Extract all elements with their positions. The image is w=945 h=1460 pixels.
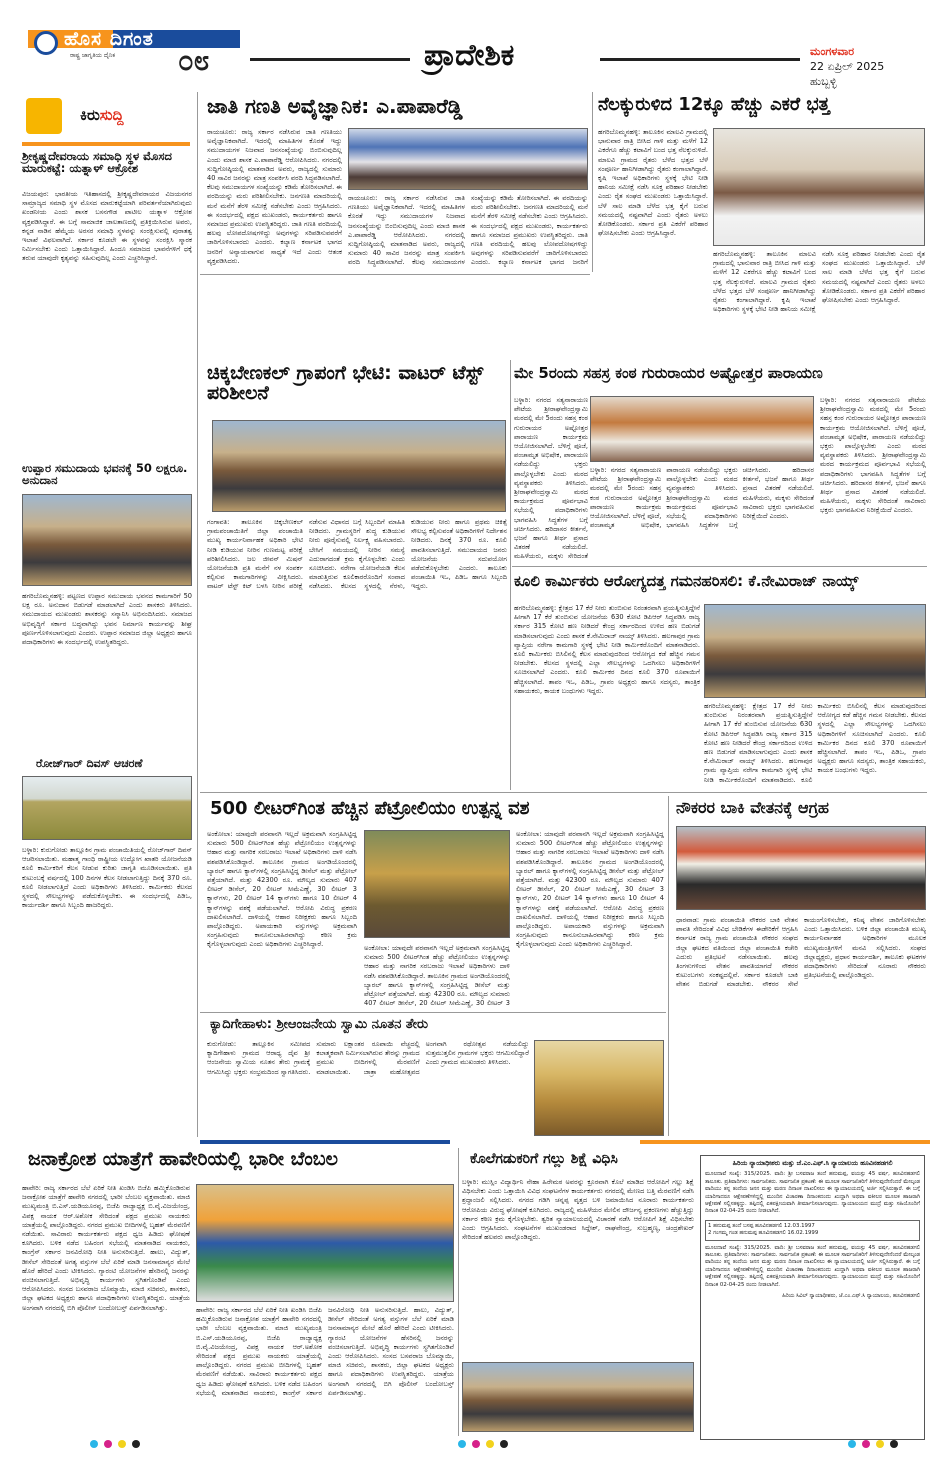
- legal-notice: [700, 1155, 925, 1440]
- story9-body-cont: ಹಾವೇರಿ: ರಾಜ್ಯ ಸರ್ಕಾರದ ಬೆಲೆ ಏರಿಕೆ ನೀತಿ ಖಂಡಿಸಿ ಬಿಜೆಪಿ ಹಮ್ಮಿಕೊಂಡಿರುವ ಜನಾಕ್ರೋಶ ಯಾತ್ರೆಗೆ ಹಾವೇರಿ ನಗರದಲ್ಲಿ ಭಾರೀ ಬೆಂಬಲ ವ್ಯಕ್ತವಾಯಿತು. ಮಾಜಿ ಮುಖ್ಯಮಂತ್ರಿ ಬಿ.ಎಸ್.ಯಡಿಯೂರಪ್ಪ, ಬಿಜೆಪಿ ರಾಜ್ಯಾಧ್ಯಕ್ಷ ಬಿ.ವೈ.ವಿಜಯೇಂದ್ರ, ವಿಪಕ್ಷ ನಾಯಕ ಆರ್.ಅಶೋಕ ಸೇರಿದಂತೆ ಪಕ್ಷದ ಪ್ರಮುಖ ನಾಯಕರು ಯಾತ್ರೆಯಲ್ಲಿ ಪಾಲ್ಗೊಂಡಿದ್ದರು. ನಗರದ ಪ್ರಮುಖ ಬೀದಿಗಳಲ್ಲಿ ಬೃಹತ್ ಮೆರವಣಿಗೆ ನಡೆಯಿತು. ಸಾವಿರಾರು ಕಾರ್ಯಕರ್ತರು ಪಕ್ಷದ ಧ್ವಜ ಹಿಡಿದು ಘೋಷಣೆ ಕೂಗಿದರು. ಬಳಿಕ ನಡೆದ ಬಹಿರಂಗ ಸಭೆಯಲ್ಲಿ ಮಾತನಾಡಿದ ನಾಯಕರು, ಕಾಂಗ್ರೆಸ್ ಸರ್ಕಾರ ಜನವಿರೋಧಿ ನೀತಿ ಅನುಸರಿಸುತ್ತಿದೆ. ಹಾಲು, ವಿದ್ಯುತ್, ಡೀಸೆಲ್ ಸೇರಿದಂತೆ ಅಗತ್ಯ ವಸ್ತುಗಳ ಬೆಲೆ ಏರಿಕೆ ಮಾಡಿ ಜನಸಾಮಾನ್ಯರ ಮೇಲೆ ಹೊರೆ ಹೇರಿದೆ ಎಂದು ಟೀಕಿಸಿದರು. ಗ್ಯಾರಂಟಿ ಯೋಜನೆಗಳ ಹೆಸರಿನಲ್ಲಿ ಜನರನ್ನು ವಂಚಿಸಲಾಗುತ್ತಿದೆ. ಅಭಿವೃದ್ಧಿ ಕಾರ್ಯಗಳು ಸ್ಥಗಿತಗೊಂಡಿವೆ ಎಂದು ಆರೋಪಿಸಿದರು. ಸಂಸದ ಬಸವರಾಜ ಬೊಮ್ಮಾಯಿ, ಮಾಜಿ ಸಚಿವರು, ಶಾಸಕರು, ಜಿಲ್ಲಾ ಘಟಕದ ಅಧ್ಯಕ್ಷರು ಹಾಗೂ ಪದಾಧಿಕಾರಿಗಳು ಉಪಸ್ಥಿತರಿದ್ದರು. ಯಾತ್ರೆಯ ಅಂಗವಾಗಿ ನಗರದಲ್ಲಿ ಬಿಗಿ ಪೊಲೀಸ್ ಬಂದೋಬಸ್ತ್ ಏರ್ಪಡಿಸಲಾಗಿತ್ತು.: [196, 1306, 454, 1397]
- left-headline-2[interactable]: ಉಪ್ಪಾರ ಸಮುದಾಯ ಭವನಕ್ಕೆ 50 ಲಕ್ಷರೂ. ಅನುದಾನ: [22, 461, 188, 488]
- print-registration-marks-right: [848, 1440, 898, 1448]
- left-body-3: ಬಳ್ಳಾರಿ: ಕುರುಗೋಡು ತಾಲ್ಲೂಕಿನ ಗ್ರಾಮ ಪಂಚಾಯಿತಿಯಲ್ಲಿ ರೋಜ್‌ಗಾರ್ ದಿವಸ್ ಆಚರಿಸಲಾಯಿತು. ಮಹಾತ್ಮ ಗಾಂಧಿ ರಾಷ್ಟ್ರೀಯ ಉದ್ಯೋಗ ಖಾತರಿ ಯೋಜನೆಯಡಿ ಕೂಲಿ ಕಾರ್ಮಿಕರಿಗೆ ಕೆಲಸ ನೀಡುವ ಕುರಿತು ಜಾಗೃತಿ ಮೂಡಿಸಲಾಯಿತು. ಪ್ರತಿ ಕುಟುಂಬಕ್ಕೆ ವರ್ಷದಲ್ಲಿ 100 ದಿನಗಳ ಕೆಲಸ ನೀಡಲಾಗುತ್ತಿದ್ದು ದಿನಕ್ಕೆ 370 ರೂ. ಕೂಲಿ ನೀಡಲಾಗುತ್ತಿದೆ ಎಂದು ಅಧಿಕಾರಿಗಳು ತಿಳಿಸಿದರು. ಕಾರ್ಮಿಕರು ಕೆಲಸದ ಸ್ಥಳದಲ್ಲಿ ಸೌಲಭ್ಯಗಳನ್ನು ಪಡೆದುಕೊಳ್ಳಬೇಕು. ಈ ಸಂದರ್ಭದಲ್ಲಿ ಪಿಡಿಒ, ಕಾರ್ಯದರ್ಶಿ ಹಾಗೂ ಸಿಬ್ಬಂದಿ ಹಾಜರಿದ್ದರು.: [22, 846, 192, 910]
- day-label: ಮಂಗಳವಾರ: [810, 45, 855, 58]
- kirusuddi-label: ಕಿರುಸುದ್ದಿ: [22, 96, 190, 136]
- notice-body: ಮೂಲದಾವೆ ಸಂಖ್ಯೆ: 315/2025. ವಾದಿ: ಶ್ರೀ ಬಸವರಾಜ ತಂದೆ ಹನುಮಪ್ಪ, ವಯಸ್ಸು 45 ವರ್ಷ, ಹೂವಿನಹಡಗಲಿ ತಾಲೂಕು. ಪ್ರತಿವಾದಿಗಳು: ಸಾರ್ವಜನಿಕರು. ಸಾರ್ವಜನಿಕ ಪ್ರಕಟಣೆ: ಈ ಮೂಲಕ ಸಾರ್ವಜನಿಕರಿಗೆ ತಿಳಿಸುವುದೇನೆಂದರೆ ಮೇಲ್ಕಂಡ ವಾದಿಯು ತನ್ನ ತಂದೆಯ ಜನನ ಮತ್ತು ಮರಣ ದಿನಾಂಕ ದಾಖಲಿಸಲು ಈ ನ್ಯಾಯಾಲಯದಲ್ಲಿ ಅರ್ಜಿ ಸಲ್ಲಿಸಿರುತ್ತಾರೆ. ಈ ಬಗ್ಗೆ ಯಾರಿಗಾದರೂ ಆಕ್ಷೇಪಣೆಗಳಿದ್ದಲ್ಲಿ ಮುಂದಿನ ವಿಚಾರಣಾ ದಿನಾಂಕದಂದು ಖುದ್ದಾಗಿ ಅಥವಾ ವಕೀಲರ ಮೂಲಕ ಹಾಜರಾಗಿ ಆಕ್ಷೇಪಣೆ ಸಲ್ಲಿಸತಕ್ಕದ್ದು. ತಪ್ಪಿದಲ್ಲಿ ಏಕಪಕ್ಷೀಯವಾಗಿ ತೀರ್ಮಾನಿಸಲಾಗುವುದು. ನ್ಯಾಯಾಲಯದ ಮುದ್ರೆ ಮತ್ತು ಸಹಿಯೊಂದಿಗೆ ದಿನಾಂಕ 02-04-25 ರಂದು ನೀಡಲಾಗಿದೆ.: [705, 1171, 920, 1215]
- story4-body-cont: ಬಳ್ಳಾರಿ: ನಗರದ ಸತ್ಯನಾರಾಯಣ ಪೇಟೆಯ ಶ್ರೀರಾಘವೇಂದ್ರಸ್ವಾಮಿ ಮಠದಲ್ಲಿ ಮೇ 5ರಂದು ಸಹಸ್ರ ಕಂಠ ಗುರುರಾಯರ ಅಷ್ಟೋತ್ತರ ಪಾರಾಯಣ ಕಾರ್ಯಕ್ರಮ ಆಯೋಜಿಸಲಾಗಿದೆ. ಬೆಳಿಗ್ಗೆ ಪೂಜೆ, ಪಂಚಾಮೃತ ಅಭಿಷೇಕ, ಪಾರಾಯಣ ನಡೆಯಲಿದ್ದು ಭಕ್ತರು ಪಾಲ್ಗೊಳ್ಳಬೇಕು ಎಂದು ಮಠದ ವ್ಯವಸ್ಥಾಪಕರು ತಿಳಿಸಿದರು. ಶ್ರೀರಾಘವೇಂದ್ರಸ್ವಾಮಿ ಮಠದ ಕಾರ್ಯಕ್ರಮದ ಪೂರ್ವಭಾವಿ ಸಭೆಯಲ್ಲಿ ಪದಾಧಿಕಾರಿಗಳು ಭಾಗವಹಿಸಿ ಸಿದ್ಧತೆಗಳ ಬಗ್ಗೆ ಚರ್ಚಿಸಿದರು. ಹರಿದಾಸರ ಕೀರ್ತನೆ, ಭಜನೆ ಹಾಗೂ ತೀರ್ಥ ಪ್ರಸಾದ ವಿತರಣೆ ನಡೆಯಲಿದೆ. ಮಹಿಳೆಯರು, ಮಕ್ಕಳು ಸೇರಿದಂತೆ ಸಾವಿರಾರು ಭಕ್ತರು ಭಾಗವಹಿಸುವ ನಿರೀಕ್ಷೆಯಿದೆ ಎಂದರು.: [590, 466, 814, 530]
- city-label: ಹುಬ್ಬಳ್ಳಿ: [810, 75, 837, 88]
- story4-headline[interactable]: ಮೇ 5ರಂದು ಸಹಸ್ರ ಕಂಠ ಗುರುರಾಯರ ಅಷ್ಟೋತ್ತರ ಪಾರಾಯಣ: [514, 364, 823, 382]
- story9-headline[interactable]: ಜನಾಕ್ರೋಶ ಯಾತ್ರೆಗೆ ಹಾವೇರಿಯಲ್ಲಿ ಭಾರೀ ಬೆಂಬಲ: [28, 1148, 338, 1170]
- story5-body: ಹಗರಿಬೊಮ್ಮನಹಳ್ಳಿ: ಕ್ಷೇತ್ರದ 17 ಕೆರೆ ನೀರು ತುಂಬಿಸುವ ನಿರಂತರವಾಗಿ ಪ್ರಯತ್ನಿಸುತ್ತಿದ್ದೇನೆ ಹೀಗಾಗಿ 17 ಕೆರೆ ತುಂಬಿಸುವ ಯೋಜನೆಯ 630 ಕೋಟಿ ಡಿಪಿಆರ್ ಸಿದ್ಧಪಡಿಸಿ ರಾಜ್ಯ ಸರ್ಕಾರ 315 ಕೋಟಿ ಹಣ ನೀಡಿದರೆ ಕೇಂದ್ರ ಸರ್ಕಾರದಿಂದ ಉಳಿದ ಹಣ ಬಿಡುಗಡೆ ಮಾಡಿಸಲಾಗುವುದು ಎಂದು ಶಾಸಕ ಕೆ.ನೇಮಿರಾಜ್ ನಾಯ್ಕ್ ತಿಳಿಸಿದರು. ಹಲಗಾಪುರ ಗ್ರಾಮ ವ್ಯಾಪ್ತಿಯ ನರೇಗಾ ಕಾಮಗಾರಿ ಸ್ಥಳಕ್ಕೆ ಭೇಟಿ ನೀಡಿ ಕಾರ್ಮಿಕರೊಂದಿಗೆ ಮಾತನಾಡಿದರು. ಕೂಲಿ ಕಾರ್ಮಿಕರು ಬಿಸಿಲಿನಲ್ಲಿ ಕೆಲಸ ಮಾಡುವುದರಿಂದ ಆರೋಗ್ಯದ ಕಡೆ ಹೆಚ್ಚಿನ ಗಮನ ನೀಡಬೇಕು. ಕೆಲಸದ ಸ್ಥಳದಲ್ಲಿ ಎಲ್ಲಾ ಸೌಲಭ್ಯಗಳನ್ನು ಒದಗಿಸಲು ಅಧಿಕಾರಿಗಳಿಗೆ ಸೂಚಿಸಲಾಗಿದೆ ಎಂದರು. ಕೂಲಿ ಕಾರ್ಮಿಕರ ದಿನದ ಕೂಲಿ 370 ರೂಪಾಯಿಗೆ ಹೆಚ್ಚಿಸಲಾಗಿದೆ. ತಾಪಂ ಇಒ, ಪಿಡಿಒ, ಗ್ರಾಪಂ ಅಧ್ಯಕ್ಷರು ಹಾಗೂ ಸದಸ್ಯರು, ತಾಂತ್ರಿಕ ಸಹಾಯಕರು, ಕಾಯಕ ಬಂಧುಗಳು ಇದ್ದರು.: [514, 604, 700, 695]
- page-number: ೦೮: [178, 44, 210, 77]
- story7-headline[interactable]: ನೌಕರರ ಬಾಕಿ ವೇತನಕ್ಕೆ ಆಗ್ರಹ: [676, 798, 829, 817]
- notice-row-2: 2 ಗಂಗಮ್ಮ ಗಂಡ ಹನುಮಪ್ಪ ಹೂವಿನಹಡಗಲಿ 16.02.1999: [708, 1230, 819, 1237]
- story4-body-side: ಬಳ್ಳಾರಿ: ನಗರದ ಸತ್ಯನಾರಾಯಣ ಪೇಟೆಯ ಶ್ರೀರಾಘವೇಂದ್ರಸ್ವಾಮಿ ಮಠದಲ್ಲಿ ಮೇ 5ರಂದು ಸಹಸ್ರ ಕಂಠ ಗುರುರಾಯರ ಅಷ್ಟೋತ್ತರ ಪಾರಾಯಣ ಕಾರ್ಯಕ್ರಮ ಆಯೋಜಿಸಲಾಗಿದೆ. ಬೆಳಿಗ್ಗೆ ಪೂಜೆ, ಪಂಚಾಮೃತ ಅಭಿಷೇಕ, ಪಾರಾಯಣ ನಡೆಯಲಿದ್ದು ಭಕ್ತರು ಪಾಲ್ಗೊಳ್ಳಬೇಕು ಎಂದು ಮಠದ ವ್ಯವಸ್ಥಾಪಕರು ತಿಳಿಸಿದರು. ಶ್ರೀರಾಘವೇಂದ್ರಸ್ವಾಮಿ ಮಠದ ಕಾರ್ಯಕ್ರಮದ ಪೂರ್ವಭಾವಿ ಸಭೆಯಲ್ಲಿ ಪದಾಧಿಕಾರಿಗಳು ಭಾಗವಹಿಸಿ ಸಿದ್ಧತೆಗಳ ಬಗ್ಗೆ ಚರ್ಚಿಸಿದರು. ಹರಿದಾಸರ ಕೀರ್ತನೆ, ಭಜನೆ ಹಾಗೂ ತೀರ್ಥ ಪ್ರಸಾದ ವಿತರಣೆ ನಡೆಯಲಿದೆ. ಮಹಿಳೆಯರು, ಮಕ್ಕಳು ಸೇರಿದಂತೆ ಸಾವಿರಾರು ಭಕ್ತರು ಭಾಗವಹಿಸುವ ನಿರೀಕ್ಷೆಯಿದೆ ಎಂದರು.: [820, 396, 926, 515]
- notice-body-2: ಮೂಲದಾವೆ ಸಂಖ್ಯೆ: 315/2025. ವಾದಿ: ಶ್ರೀ ಬಸವರಾಜ ತಂದೆ ಹನುಮಪ್ಪ, ವಯಸ್ಸು 45 ವರ್ಷ, ಹೂವಿನಹಡಗಲಿ ತಾಲೂಕು. ಪ್ರತಿವಾದಿಗಳು: ಸಾರ್ವಜನಿಕರು. ಸಾರ್ವಜನಿಕ ಪ್ರಕಟಣೆ: ಈ ಮೂಲಕ ಸಾರ್ವಜನಿಕರಿಗೆ ತಿಳಿಸುವುದೇನೆಂದರೆ ಮೇಲ್ಕಂಡ ವಾದಿಯು ತನ್ನ ತಂದೆಯ ಜನನ ಮತ್ತು ಮರಣ ದಿನಾಂಕ ದಾಖಲಿಸಲು ಈ ನ್ಯಾಯಾಲಯದಲ್ಲಿ ಅರ್ಜಿ ಸಲ್ಲಿಸಿರುತ್ತಾರೆ. ಈ ಬಗ್ಗೆ ಯಾರಿಗಾದರೂ ಆಕ್ಷೇಪಣೆಗಳಿದ್ದಲ್ಲಿ ಮುಂದಿನ ವಿಚಾರಣಾ ದಿನಾಂಕದಂದು ಖುದ್ದಾಗಿ ಅಥವಾ ವಕೀಲರ ಮೂಲಕ ಹಾಜರಾಗಿ ಆಕ್ಷೇಪಣೆ ಸಲ್ಲಿಸತಕ್ಕದ್ದು. ತಪ್ಪಿದಲ್ಲಿ ಏಕಪಕ್ಷೀಯವಾಗಿ ತೀರ್ಮಾನಿಸಲಾಗುವುದು. ನ್ಯಾಯಾಲಯದ ಮುದ್ರೆ ಮತ್ತು ಸಹಿಯೊಂದಿಗೆ ದಿನಾಂಕ 02-04-25 ರಂದು ನೀಡಲಾಗಿದೆ.: [705, 1244, 920, 1288]
- hand-pointing-icon: [26, 98, 62, 134]
- story6-body: ಅಂಕೋಲಾ: ಯಾವುದೇ ಪರವಾನಗಿ ಇಲ್ಲದೆ ಅಕ್ರಮವಾಗಿ ಸಂಗ್ರಹಿಸಿಟ್ಟಿದ್ದ ಸುಮಾರು 500 ಲೀಟರ್‌ಗಿಂತ ಹೆಚ್ಚು ಪೆಟ್ರೋಲಿಯಂ ಉತ್ಪನ್ನಗಳನ್ನು ಆಹಾರ ಮತ್ತು ನಾಗರಿಕ ಸರಬರಾಜು ಇಲಾಖೆ ಅಧಿಕಾರಿಗಳು ದಾಳಿ ನಡೆಸಿ ವಶಪಡಿಸಿಕೊಂಡಿದ್ದಾರೆ. ತಾಲೂಕಿನ ಗ್ರಾಮದ ಅಂಗಡಿಯೊಂದರಲ್ಲಿ ಬ್ಯಾರಲ್ ಹಾಗೂ ಕ್ಯಾನ್‌ಗಳಲ್ಲಿ ಸಂಗ್ರಹಿಸಿಟ್ಟಿದ್ದ ಡೀಸೆಲ್ ಮತ್ತು ಪೆಟ್ರೋಲ್ ಪತ್ತೆಯಾಗಿದೆ. ಮತ್ತು 42300 ರೂ. ಮೌಲ್ಯದ ಸುಮಾರು 407 ಲೀಟರ್ ಡೀಸೆಲ್, 20 ಲೀಟರ್ ಸೀಮೆಎಣ್ಣೆ, 30 ಲೀಟರ್ 3 ಕ್ಯಾನ್‌ಗಳು, 20 ಲೀಟರ್ 14 ಕ್ಯಾನ್‌ಗಳು ಹಾಗೂ 10 ಲೀಟರ್ 4 ಕ್ಯಾನ್‌ಗಳನ್ನು ವಶಕ್ಕೆ ಪಡೆಯಲಾಗಿದೆ. ಆರೋಪಿ ವಿರುದ್ಧ ಪ್ರಕರಣ ದಾಖಲಿಸಲಾಗಿದೆ. ದಾಳಿಯಲ್ಲಿ ಆಹಾರ ನಿರೀಕ್ಷಕರು ಹಾಗೂ ಸಿಬ್ಬಂದಿ ಪಾಲ್ಗೊಂಡಿದ್ದರು. ಅಪಾಯಕಾರಿ ವಸ್ತುಗಳನ್ನು ಅಕ್ರಮವಾಗಿ ಸಂಗ್ರಹಿಸುವುದು ಕಾನೂನುಬಾಹಿರವಾಗಿದ್ದು ಕಠಿಣ ಕ್ರಮ ಕೈಗೊಳ್ಳಲಾಗುವುದು ಎಂದು ಅಧಿಕಾರಿಗಳು ಎಚ್ಚರಿಸಿದ್ದಾರೆ.: [207, 830, 357, 949]
- story6-headline[interactable]: 500 ಲೀಟರ್‌ಗಿಂತ ಹೆಚ್ಚಿನ ಪೆಟ್ರೋಲಿಯಂ ಉತ್ಪನ್ನ ವಶ: [210, 798, 530, 819]
- brand-tagline: ರಾಷ್ಟ್ರ ಜಾಗೃತಿಯ ದೈನಿಕ: [70, 52, 116, 59]
- photo-employees-protest: [676, 826, 926, 910]
- left-headline-3[interactable]: ರೋಜ್‌ಗಾರ್ ದಿವಸ್ ಆಚರಣೆ: [36, 757, 143, 770]
- story2-headline[interactable]: ನೆಲಕ್ಕುರುಳಿದ 12ಕ್ಕೂ ಹೆಚ್ಚು ಎಕರೆ ಭತ್ತ: [598, 94, 830, 115]
- photo-press-meet: [348, 128, 588, 190]
- print-registration-marks-center: [458, 1440, 508, 1448]
- story1-body-cont: ರಾಯಚೂರು: ರಾಜ್ಯ ಸರ್ಕಾರ ನಡೆಸಿರುವ ಜಾತಿ ಗಣತಿಯು ಅವೈಜ್ಞಾನಿಕವಾಗಿದೆ. ಇದರಲ್ಲಿ ಮಾಹಿತಿಗಳ ಕೊರತೆ ಇದ್ದು ಸಮುದಾಯಗಳ ನಿಜವಾದ ಜನಸಂಖ್ಯೆಯನ್ನು ಬಿಂಬಿಸುವುದಿಲ್ಲ ಎಂದು ಮಾಜಿ ಶಾಸಕ ಎ.ಪಾಪಾರೆಡ್ಡಿ ಆರೋಪಿಸಿದರು. ನಗರದಲ್ಲಿ ಸುದ್ದಿಗೋಷ್ಠಿಯಲ್ಲಿ ಮಾತನಾಡಿದ ಅವರು, ರಾಜ್ಯದಲ್ಲಿ ಸುಮಾರು 40 ಸಾವಿರ ಜನರನ್ನು ಮಾತ್ರ ಸಂಪರ್ಕಿಸಿ ವರದಿ ಸಿದ್ಧಪಡಿಸಲಾಗಿದೆ. ಕೆಲವು ಸಮುದಾಯಗಳ ಸಂಖ್ಯೆಯನ್ನು ಕಡಿಮೆ ತೋರಿಸಲಾಗಿದೆ. ಈ ವರದಿಯನ್ನು ಮರು ಪರಿಶೀಲಿಸಬೇಕು. ಜನಗಣತಿ ಮಾದರಿಯಲ್ಲಿ ಮನೆ ಮನೆಗೆ ತೆರಳಿ ಸಮೀಕ್ಷೆ ನಡೆಸಬೇಕು ಎಂದು ಆಗ್ರಹಿಸಿದರು. ಈ ಸಂದರ್ಭದಲ್ಲಿ ಪಕ್ಷದ ಮುಖಂಡರು, ಕಾರ್ಯಕರ್ತರು ಹಾಗೂ ಸಮಾಜದ ಪ್ರಮುಖರು ಉಪಸ್ಥಿತರಿದ್ದರು. ಜಾತಿ ಗಣತಿ ವರದಿಯಲ್ಲಿ ಹಲವು ಲೋಪದೋಷಗಳಿದ್ದು ಅವುಗಳನ್ನು ಸರಿಪಡಿಸುವವರೆಗೆ ಜಾರಿಗೊಳಿಸಬಾರದು ಎಂದರು. ಕಲ್ಯಾಣ ಕರ್ನಾಟಕ ಭಾಗದ ಜನರಿಗೆ: [348, 194, 588, 267]
- story2-body: ಹಗರಿಬೊಮ್ಮನಹಳ್ಳಿ: ತಾಲೂಕಿನ ಮಾಲವಿ ಗ್ರಾಮದಲ್ಲಿ ಭಾನುವಾರ ರಾತ್ರಿ ಬೀಸಿದ ಗಾಳಿ ಮತ್ತು ಮಳೆಗೆ 12 ಎಕರೆಗೂ ಹೆಚ್ಚು ಕಟಾವಿಗೆ ಬಂದ ಭತ್ತ ನೆಲಕ್ಕುರುಳಿದೆ. ಮಾಲವಿ ಗ್ರಾಮದ ರೈತರು ಬೆಳೆದ ಭತ್ತದ ಬೆಳೆ ಸಂಪೂರ್ಣ ಹಾನಿಗೀಡಾಗಿದ್ದು ರೈತರು ಕಂಗಾಲಾಗಿದ್ದಾರೆ. ಕೃಷಿ ಇಲಾಖೆ ಅಧಿಕಾರಿಗಳು ಸ್ಥಳಕ್ಕೆ ಭೇಟಿ ನೀಡಿ ಹಾನಿಯ ಸಮೀಕ್ಷೆ ನಡೆಸಿ ಸೂಕ್ತ ಪರಿಹಾರ ನೀಡಬೇಕು ಎಂದು ರೈತ ಸಂಘದ ಮುಖಂಡರು ಒತ್ತಾಯಿಸಿದ್ದಾರೆ. ಬೆಳೆ ಸಾಲ ಮಾಡಿ ಬೆಳೆದ ಭತ್ತ ಕೈಗೆ ಬರುವ ಸಮಯದಲ್ಲಿ ನಷ್ಟವಾಗಿದೆ ಎಂದು ರೈತರು ಅಳಲು ತೋಡಿಕೊಂಡರು. ಸರ್ಕಾರ ಪ್ರತಿ ಎಕರೆಗೆ ಪರಿಹಾರ ಘೋಷಿಸಬೇಕು ಎಂದು ಆಗ್ರಹಿಸಿದ್ದಾರೆ.: [598, 128, 708, 238]
- story8-body: ಕುರುಗೋಡು: ತಾಲ್ಲೂಕಿನ ಸಮೀಪದ ಕ್ಯಾದಿಗೇಹಾಳು ಗ್ರಾಮದ ಆರಾಧ್ಯ ದೈವ ಶ್ರೀ ಆಂಜನೇಯ ಸ್ವಾಮಿಯ ನೂತನ ತೇರು ಗ್ರಾಮಕ್ಕೆ ಆಗಮಿಸಿದ್ದು ಭಕ್ತರು ಸಂಭ್ರಮದಿಂದ ಸ್ವಾಗತಿಸಿದರು. ಸುಮಾರು ಲಕ್ಷಾಂತರ ರೂಪಾಯಿ ವೆಚ್ಚದಲ್ಲಿ ಕಲಾತ್ಮಕವಾಗಿ ನಿರ್ಮಿಸಲಾಗಿರುವ ತೇರನ್ನು ಗ್ರಾಮದ ಪ್ರಮುಖ ಬೀದಿಗಳಲ್ಲಿ ಮೆರವಣಿಗೆ ಮಾಡಲಾಯಿತು. ಜಾತ್ರಾ ಮಹೋತ್ಸವದ ಅಂಗವಾಗಿ ರಥೋತ್ಸವ ನಡೆಯಲಿದ್ದು ಸುತ್ತಮುತ್ತಲಿನ ಗ್ರಾಮಗಳ ಭಕ್ತರು ಆಗಮಿಸಲಿದ್ದಾರೆ ಎಂದು ಗ್ರಾಮದ ಮುಖಂಡರು ತಿಳಿಸಿದರು.: [207, 1040, 529, 1076]
- left-body-2: ಹಗರಿಬೊಮ್ಮನಹಳ್ಳಿ: ಪಟ್ಟಣದ ಉಪ್ಪಾರ ಸಮುದಾಯ ಭವನದ ಕಾಮಗಾರಿಗೆ 50 ಲಕ್ಷ ರೂ. ಅನುದಾನ ಬಿಡುಗಡೆ ಮಾಡಲಾಗಿದೆ ಎಂದು ಶಾಸಕರು ತಿಳಿಸಿದರು. ಸಮುದಾಯದ ಮುಖಂಡರು ಶಾಸಕರನ್ನು ಸನ್ಮಾನಿಸಿ ಅಭಿನಂದಿಸಿದರು. ಸಮಾಜದ ಅಭಿವೃದ್ಧಿಗೆ ಸರ್ಕಾರ ಬದ್ಧವಾಗಿದ್ದು ಭವನ ನಿರ್ಮಾಣ ಕಾರ್ಯವನ್ನು ಶೀಘ್ರ ಪೂರ್ಣಗೊಳಿಸಲಾಗುವುದು ಎಂದರು. ಉಪ್ಪಾರ ಸಮಾಜದ ಜಿಲ್ಲಾ ಅಧ್ಯಕ್ಷರು ಹಾಗೂ ಪದಾಧಿಕಾರಿಗಳು ಈ ಸಂದರ್ಭದಲ್ಲಿ ಉಪಸ್ಥಿತರಿದ್ದರು.: [22, 592, 192, 647]
- date-block: [810, 44, 930, 89]
- story1-body: ರಾಯಚೂರು: ರಾಜ್ಯ ಸರ್ಕಾರ ನಡೆಸಿರುವ ಜಾತಿ ಗಣತಿಯು ಅವೈಜ್ಞಾನಿಕವಾಗಿದೆ. ಇದರಲ್ಲಿ ಮಾಹಿತಿಗಳ ಕೊರತೆ ಇದ್ದು ಸಮುದಾಯಗಳ ನಿಜವಾದ ಜನಸಂಖ್ಯೆಯನ್ನು ಬಿಂಬಿಸುವುದಿಲ್ಲ ಎಂದು ಮಾಜಿ ಶಾಸಕ ಎ.ಪಾಪಾರೆಡ್ಡಿ ಆರೋಪಿಸಿದರು. ನಗರದಲ್ಲಿ ಸುದ್ದಿಗೋಷ್ಠಿಯಲ್ಲಿ ಮಾತನಾಡಿದ ಅವರು, ರಾಜ್ಯದಲ್ಲಿ ಸುಮಾರು 40 ಸಾವಿರ ಜನರನ್ನು ಮಾತ್ರ ಸಂಪರ್ಕಿಸಿ ವರದಿ ಸಿದ್ಧಪಡಿಸಲಾಗಿದೆ. ಕೆಲವು ಸಮುದಾಯಗಳ ಸಂಖ್ಯೆಯನ್ನು ಕಡಿಮೆ ತೋರಿಸಲಾಗಿದೆ. ಈ ವರದಿಯನ್ನು ಮರು ಪರಿಶೀಲಿಸಬೇಕು. ಜನಗಣತಿ ಮಾದರಿಯಲ್ಲಿ ಮನೆ ಮನೆಗೆ ತೆರಳಿ ಸಮೀಕ್ಷೆ ನಡೆಸಬೇಕು ಎಂದು ಆಗ್ರಹಿಸಿದರು. ಈ ಸಂದರ್ಭದಲ್ಲಿ ಪಕ್ಷದ ಮುಖಂಡರು, ಕಾರ್ಯಕರ್ತರು ಹಾಗೂ ಸಮಾಜದ ಪ್ರಮುಖರು ಉಪಸ್ಥಿತರಿದ್ದರು. ಜಾತಿ ಗಣತಿ ವರದಿಯಲ್ಲಿ ಹಲವು ಲೋಪದೋಷಗಳಿದ್ದು ಅವುಗಳನ್ನು ಸರಿಪಡಿಸುವವರೆಗೆ ಜಾರಿಗೊಳಿಸಬಾರದು ಎಂದರು. ಕಲ್ಯಾಣ ಕರ್ನಾಟಕ ಭಾಗದ ಜನರಿಗೆ ಅನ್ಯಾಯವಾಗುವ ಸಾಧ್ಯತೆ ಇದೆ ಎಂದು ಆತಂಕ ವ್ಯಕ್ತಪಡಿಸಿದರು.: [207, 128, 342, 265]
- newspaper-logo[interactable]: [28, 30, 240, 78]
- story6-body-cont: ಅಂಕೋಲಾ: ಯಾವುದೇ ಪರವಾನಗಿ ಇಲ್ಲದೆ ಅಕ್ರಮವಾಗಿ ಸಂಗ್ರಹಿಸಿಟ್ಟಿದ್ದ ಸುಮಾರು 500 ಲೀಟರ್‌ಗಿಂತ ಹೆಚ್ಚು ಪೆಟ್ರೋಲಿಯಂ ಉತ್ಪನ್ನಗಳನ್ನು ಆಹಾರ ಮತ್ತು ನಾಗರಿಕ ಸರಬರಾಜು ಇಲಾಖೆ ಅಧಿಕಾರಿಗಳು ದಾಳಿ ನಡೆಸಿ ವಶಪಡಿಸಿಕೊಂಡಿದ್ದಾರೆ. ತಾಲೂಕಿನ ಗ್ರಾಮದ ಅಂಗಡಿಯೊಂದರಲ್ಲಿ ಬ್ಯಾರಲ್ ಹಾಗೂ ಕ್ಯಾನ್‌ಗಳಲ್ಲಿ ಸಂಗ್ರಹಿಸಿಟ್ಟಿದ್ದ ಡೀಸೆಲ್ ಮತ್ತು ಪೆಟ್ರೋಲ್ ಪತ್ತೆಯಾಗಿದೆ. ಮತ್ತು 42300 ರೂ. ಮೌಲ್ಯದ ಸುಮಾರು 407 ಲೀಟರ್ ಡೀಸೆಲ್, 20 ಲೀಟರ್ ಸೀಮೆಎಣ್ಣೆ, 30 ಲೀಟರ್ 3: [364, 944, 510, 1008]
- story6-body-side: ಅಂಕೋಲಾ: ಯಾವುದೇ ಪರವಾನಗಿ ಇಲ್ಲದೆ ಅಕ್ರಮವಾಗಿ ಸಂಗ್ರಹಿಸಿಟ್ಟಿದ್ದ ಸುಮಾರು 500 ಲೀಟರ್‌ಗಿಂತ ಹೆಚ್ಚು ಪೆಟ್ರೋಲಿಯಂ ಉತ್ಪನ್ನಗಳನ್ನು ಆಹಾರ ಮತ್ತು ನಾಗರಿಕ ಸರಬರಾಜು ಇಲಾಖೆ ಅಧಿಕಾರಿಗಳು ದಾಳಿ ನಡೆಸಿ ವಶಪಡಿಸಿಕೊಂಡಿದ್ದಾರೆ. ತಾಲೂಕಿನ ಗ್ರಾಮದ ಅಂಗಡಿಯೊಂದರಲ್ಲಿ ಬ್ಯಾರಲ್ ಹಾಗೂ ಕ್ಯಾನ್‌ಗಳಲ್ಲಿ ಸಂಗ್ರಹಿಸಿಟ್ಟಿದ್ದ ಡೀಸೆಲ್ ಮತ್ತು ಪೆಟ್ರೋಲ್ ಪತ್ತೆಯಾಗಿದೆ. ಮತ್ತು 42300 ರೂ. ಮೌಲ್ಯದ ಸುಮಾರು 407 ಲೀಟರ್ ಡೀಸೆಲ್, 20 ಲೀಟರ್ ಸೀಮೆಎಣ್ಣೆ, 30 ಲೀಟರ್ 3 ಕ್ಯಾನ್‌ಗಳು, 20 ಲೀಟರ್ 14 ಕ್ಯಾನ್‌ಗಳು ಹಾಗೂ 10 ಲೀಟರ್ 4 ಕ್ಯಾನ್‌ಗಳನ್ನು ವಶಕ್ಕೆ ಪಡೆಯಲಾಗಿದೆ. ಆರೋಪಿ ವಿರುದ್ಧ ಪ್ರಕರಣ ದಾಖಲಿಸಲಾಗಿದೆ. ದಾಳಿಯಲ್ಲಿ ಆಹಾರ ನಿರೀಕ್ಷಕರು ಹಾಗೂ ಸಿಬ್ಬಂದಿ ಪಾಲ್ಗೊಂಡಿದ್ದರು. ಅಪಾಯಕಾರಿ ವಸ್ತುಗಳನ್ನು ಅಕ್ರಮವಾಗಿ ಸಂಗ್ರಹಿಸುವುದು ಕಾನೂನುಬಾಹಿರವಾಗಿದ್ದು ಕಠಿಣ ಕ್ರಮ ಕೈಗೊಳ್ಳಲಾಗುವುದು ಎಂದು ಅಧಿಕಾರಿಗಳು ಎಚ್ಚರಿಸಿದ್ದಾರೆ.: [516, 830, 664, 949]
- photo-water-test-visit: [212, 420, 506, 512]
- notice-signature: ಹಿರಿಯ ಸಿವಿಲ್ ನ್ಯಾಯಾಧೀಶರು, ಜೆ.ಎಂ.ಎಫ್.ಸಿ ನ್ಯಾಯಾಲಯ, ಹೂವಿನಹಡಗಲಿ: [782, 1293, 920, 1300]
- left-headline-1[interactable]: ಶ್ರೀಕೃಷ್ಣದೇವರಾಯ ಸಮಾಧಿ ಸ್ಥಳ ಮೊಸದ ಮಾರುಕಟ್ಟೆ: ಯತ್ನಾಳ್ ಆಕ್ರೋಶ: [22, 149, 172, 176]
- section-title: ಪ್ರಾದೇಶಿಕ: [424, 38, 515, 73]
- notice-row-1: 1 ಹನುಮಪ್ಪ ತಂದೆ ಬಸಪ್ಪ ಹೂವಿನಹಡಗಲಿ 12.03.1997: [708, 1222, 815, 1229]
- photo-paddy-field: [713, 128, 925, 246]
- story9-body: ಹಾವೇರಿ: ರಾಜ್ಯ ಸರ್ಕಾರದ ಬೆಲೆ ಏರಿಕೆ ನೀತಿ ಖಂಡಿಸಿ ಬಿಜೆಪಿ ಹಮ್ಮಿಕೊಂಡಿರುವ ಜನಾಕ್ರೋಶ ಯಾತ್ರೆಗೆ ಹಾವೇರಿ ನಗರದಲ್ಲಿ ಭಾರೀ ಬೆಂಬಲ ವ್ಯಕ್ತವಾಯಿತು. ಮಾಜಿ ಮುಖ್ಯಮಂತ್ರಿ ಬಿ.ಎಸ್.ಯಡಿಯೂರಪ್ಪ, ಬಿಜೆಪಿ ರಾಜ್ಯಾಧ್ಯಕ್ಷ ಬಿ.ವೈ.ವಿಜಯೇಂದ್ರ, ವಿಪಕ್ಷ ನಾಯಕ ಆರ್.ಅಶೋಕ ಸೇರಿದಂತೆ ಪಕ್ಷದ ಪ್ರಮುಖ ನಾಯಕರು ಯಾತ್ರೆಯಲ್ಲಿ ಪಾಲ್ಗೊಂಡಿದ್ದರು. ನಗರದ ಪ್ರಮುಖ ಬೀದಿಗಳಲ್ಲಿ ಬೃಹತ್ ಮೆರವಣಿಗೆ ನಡೆಯಿತು. ಸಾವಿರಾರು ಕಾರ್ಯಕರ್ತರು ಪಕ್ಷದ ಧ್ವಜ ಹಿಡಿದು ಘೋಷಣೆ ಕೂಗಿದರು. ಬಳಿಕ ನಡೆದ ಬಹಿರಂಗ ಸಭೆಯಲ್ಲಿ ಮಾತನಾಡಿದ ನಾಯಕರು, ಕಾಂಗ್ರೆಸ್ ಸರ್ಕಾರ ಜನವಿರೋಧಿ ನೀತಿ ಅನುಸರಿಸುತ್ತಿದೆ. ಹಾಲು, ವಿದ್ಯುತ್, ಡೀಸೆಲ್ ಸೇರಿದಂತೆ ಅಗತ್ಯ ವಸ್ತುಗಳ ಬೆಲೆ ಏರಿಕೆ ಮಾಡಿ ಜನಸಾಮಾನ್ಯರ ಮೇಲೆ ಹೊರೆ ಹೇರಿದೆ ಎಂದು ಟೀಕಿಸಿದರು. ಗ್ಯಾರಂಟಿ ಯೋಜನೆಗಳ ಹೆಸರಿನಲ್ಲಿ ಜನರನ್ನು ವಂಚಿಸಲಾಗುತ್ತಿದೆ. ಅಭಿವೃದ್ಧಿ ಕಾರ್ಯಗಳು ಸ್ಥಗಿತಗೊಂಡಿವೆ ಎಂದು ಆರೋಪಿಸಿದರು. ಸಂಸದ ಬಸವರಾಜ ಬೊಮ್ಮಾಯಿ, ಮಾಜಿ ಸಚಿವರು, ಶಾಸಕರು, ಜಿಲ್ಲಾ ಘಟಕದ ಅಧ್ಯಕ್ಷರು ಹಾಗೂ ಪದಾಧಿಕಾರಿಗಳು ಉಪಸ್ಥಿತರಿದ್ದರು. ಯಾತ್ರೆಯ ಅಂಗವಾಗಿ ನಗರದಲ್ಲಿ ಬಿಗಿ ಪೊಲೀಸ್ ಬಂದೋಬಸ್ತ್ ಏರ್ಪಡಿಸಲಾಗಿತ್ತು.: [22, 1184, 190, 1312]
- photo-uppara-felicitation: [22, 494, 192, 586]
- photo-candle-march: [462, 1362, 694, 1432]
- notice-title: ಹಿರಿಯ ನ್ಯಾಯಾಧೀಶರು ಮತ್ತು ಜೆ.ಎಂ.ಎಫ್.ಸಿ ನ್ಯಾಯಾಲಯ ಹೂವಿನಹಡಗಲಿ: [732, 1159, 893, 1167]
- story7-body: ಧಾರವಾಡ: ಗ್ರಾಮ ಪಂಚಾಯಿತಿ ನೌಕರರ ಬಾಕಿ ವೇತನ ಪಾವತಿ ಸೇರಿದಂತೆ ವಿವಿಧ ಬೇಡಿಕೆಗಳ ಈಡೇರಿಕೆಗೆ ಆಗ್ರಹಿಸಿ ಕರ್ನಾಟಕ ರಾಜ್ಯ ಗ್ರಾಮ ಪಂಚಾಯಿತಿ ನೌಕರರ ಸಂಘದ ಜಿಲ್ಲಾ ಘಟಕದ ವತಿಯಿಂದ ಜಿಲ್ಲಾ ಪಂಚಾಯಿತಿ ಕಚೇರಿ ಎದುರು ಪ್ರತಿಭಟನೆ ನಡೆಸಲಾಯಿತು. ಹಲವು ತಿಂಗಳುಗಳಿಂದ ವೇತನ ಪಾವತಿಯಾಗದೆ ನೌಕರರ ಕುಟುಂಬಗಳು ಸಂಕಷ್ಟದಲ್ಲಿವೆ. ಸರ್ಕಾರ ಕೂಡಲೇ ಬಾಕಿ ವೇತನ ಬಿಡುಗಡೆ ಮಾಡಬೇಕು. ನೌಕರರ ಸೇವೆ ಕಾಯಂಗೊಳಿಸಬೇಕು, ಕನಿಷ್ಠ ವೇತನ ಜಾರಿಗೊಳಿಸಬೇಕು ಎಂದು ಒತ್ತಾಯಿಸಿದರು. ಬಳಿಕ ಜಿಲ್ಲಾ ಪಂಚಾಯಿತಿ ಮುಖ್ಯ ಕಾರ್ಯನಿರ್ವಾಹಕ ಅಧಿಕಾರಿಗಳ ಮೂಲಕ ಮುಖ್ಯಮಂತ್ರಿಗಳಿಗೆ ಮನವಿ ಸಲ್ಲಿಸಿದರು. ಸಂಘದ ಜಿಲ್ಲಾಧ್ಯಕ್ಷರು, ಪ್ರಧಾನ ಕಾರ್ಯದರ್ಶಿ, ತಾಲೂಕು ಘಟಕಗಳ ಪದಾಧಿಕಾರಿಗಳು ಸೇರಿದಂತೆ ನೂರಾರು ನೌಕರರು ಪ್ರತಿಭಟನೆಯಲ್ಲಿ ಪಾಲ್ಗೊಂಡಿದ್ದರು.: [676, 916, 926, 989]
- left-body-1: ವಿಜಯಪುರ: ಭಾರತೀಯ ಇತಿಹಾಸದಲ್ಲಿ ಶ್ರೀಕೃಷ್ಣದೇವರಾಯರ ವಿಜಯನಗರ ಸಾಮ್ರಾಜ್ಯದ ಸಮಾಧಿ ಸ್ಥಳ ಮೊಸದ ಮಾರುಕಟ್ಟೆಯಾಗಿ ಪರಿವರ್ತನೆಯಾಗಿರುವುದು ಖಂಡನೀಯ ಎಂದು ಶಾಸಕ ಬಸನಗೌಡ ಪಾಟೀಲ ಯತ್ನಾಳ ಆಕ್ರೋಶ ವ್ಯಕ್ತಪಡಿಸಿದ್ದಾರೆ. ಈ ಬಗ್ಗೆ ಸಾಮಾಜಿಕ ಜಾಲತಾಣದಲ್ಲಿ ಪ್ರತಿಕ್ರಿಯಿಸಿರುವ ಅವರು, ಕನ್ನಡ ನಾಡಿನ ಹೆಮ್ಮೆಯ ಅರಸರ ಸಮಾಧಿ ಸ್ಥಳವನ್ನು ಸಂರಕ್ಷಿಸುವಲ್ಲಿ ಪುರಾತತ್ವ ಇಲಾಖೆ ವಿಫಲವಾಗಿದೆ. ಸರ್ಕಾರ ಕೂಡಲೇ ಈ ಸ್ಥಳವನ್ನು ಸಂರಕ್ಷಿಸಿ ಸ್ಮಾರಕ ನಿರ್ಮಿಸಬೇಕು ಎಂದು ಒತ್ತಾಯಿಸಿದ್ದಾರೆ. ಹಿಂದೂ ಸಮಾಜದ ಭಾವನೆಗಳಿಗೆ ಧಕ್ಕೆ ತರುವ ಯಾವುದೇ ಕೃತ್ಯವನ್ನು ಸಹಿಸುವುದಿಲ್ಲ ಎಂದು ಎಚ್ಚರಿಸಿದ್ದಾರೆ.: [22, 190, 192, 263]
- photo-nrega-workers: [704, 604, 926, 698]
- print-registration-marks: [90, 1440, 140, 1448]
- story5-headline[interactable]: ಕೂಲಿ ಕಾರ್ಮಿಕರು ಆರೋಗ್ಯದತ್ತ ಗಮನಹರಿಸಲಿ: ಕೆ.ನೇಮಿರಾಜ್ ನಾಯ್ಕ್: [514, 572, 859, 590]
- story10-body: ಬಳ್ಳಾರಿ: ಮುಸ್ಲಿಂ ವಿದ್ಯಾರ್ಥಿನಿ ನೇಹಾ ಹಿರೇಮಠ ಅವರನ್ನು ಕ್ರೂರವಾಗಿ ಕೊಲೆ ಮಾಡಿದ ಆರೋಪಿಗೆ ಗಲ್ಲು ಶಿಕ್ಷೆ ವಿಧಿಸಬೇಕು ಎಂದು ಒತ್ತಾಯಿಸಿ ವಿವಿಧ ಸಂಘಟನೆಗಳ ಕಾರ್ಯಕರ್ತರು ನಗರದಲ್ಲಿ ಮೇಣದ ಬತ್ತಿ ಮೆರವಣಿಗೆ ನಡೆಸಿ ಶ್ರದ್ಧಾಂಜಲಿ ಸಲ್ಲಿಸಿದರು. ನಗರದ ಗಡಿಗಿ ಚನ್ನಪ್ಪ ವೃತ್ತದ ಬಳಿ ಜಮಾಯಿಸಿದ ನೂರಾರು ಕಾರ್ಯಕರ್ತರು ಆರೋಪಿಯ ವಿರುದ್ಧ ಘೋಷಣೆ ಕೂಗಿದರು. ರಾಜ್ಯದಲ್ಲಿ ಮಹಿಳೆಯರ ಮೇಲಿನ ದೌರ್ಜನ್ಯ ಪ್ರಕರಣಗಳು ಹೆಚ್ಚುತ್ತಿದ್ದು ಸರ್ಕಾರ ಕಠಿಣ ಕ್ರಮ ಕೈಗೊಳ್ಳಬೇಕು. ತ್ವರಿತ ನ್ಯಾಯಾಲಯದಲ್ಲಿ ವಿಚಾರಣೆ ನಡೆಸಿ ಆರೋಪಿಗೆ ಶಿಕ್ಷೆ ವಿಧಿಸಬೇಕು ಎಂದು ಆಗ್ರಹಿಸಿದರು. ಸಂಘಟನೆಗಳ ಮುಖಂಡರಾದ ಸಿದ್ದೇಶ್, ರಾಘವೇಂದ್ರ, ಸುಬ್ರಹ್ಮಣ್ಯ, ಚಂದ್ರಶೇಖರ್ ಸೇರಿದಂತೆ ಹಲವರು ಪಾಲ್ಗೊಂಡಿದ್ದರು.: [462, 1178, 694, 1242]
- story3-headline[interactable]: ಚಿಕ್ಕಬೇಣಕಲ್ ಗ್ರಾಪಂಗೆ ಭೇಟಿ: ವಾಟರ್ ಟೆಸ್ಟ್ ಪರಿಶೀಲನೆ: [207, 362, 484, 404]
- story8-headline[interactable]: ಕ್ಯಾದಿಗೇಹಾಳು: ಶ್ರೀಆಂಜನೇಯ ಸ್ವಾಮಿ ನೂತನ ತೇರು: [210, 1017, 429, 1032]
- story10-headline[interactable]: ಕೊಲೆಗಡುಕರಿಗೆ ಗಲ್ಲು ಶಿಕ್ಷೆ ವಿಧಿಸಿ: [470, 1151, 618, 1167]
- photo-new-chariot: [534, 1040, 664, 1136]
- photo-matha-meeting: [590, 396, 814, 462]
- story1-headline[interactable]: ಜಾತಿ ಗಣತಿ ಅವೈಜ್ಞಾನಿಕ: ಎ.ಪಾಪಾರೆಡ್ಡಿ: [207, 94, 463, 118]
- date-label: 22 ಏಪ್ರಿಲ್ 2025: [810, 60, 885, 73]
- story3-body: ಗಂಗಾವತಿ: ತಾಲೂಕಿನ ಚಿಕ್ಕಬೇಣಕಲ್ ಗ್ರಾಮಪಂಚಾಯಿತಿಗೆ ಜಿಲ್ಲಾ ಪಂಚಾಯಿತಿ ಮುಖ್ಯ ಕಾರ್ಯನಿರ್ವಾಹಕ ಅಧಿಕಾರಿ ಭೇಟಿ ನೀಡಿ ಕುಡಿಯುವ ನೀರಿನ ಗುಣಮಟ್ಟ ಪರೀಕ್ಷೆ ಪರಿಶೀಲಿಸಿದರು. ಜಲ ಜೀವನ್ ಮಿಷನ್ ಯೋಜನೆಯಡಿ ಪ್ರತಿ ಮನೆಗೆ ನಳ ಸಂಪರ್ಕ ಕಲ್ಪಿಸುವ ಕಾಮಗಾರಿಗಳನ್ನು ವೀಕ್ಷಿಸಿದರು. ವಾಟರ್ ಟೆಸ್ಟ್ ಕಿಟ್ ಬಳಸಿ ನೀರಿನ ಪರೀಕ್ಷೆ ನಡೆಸುವ ವಿಧಾನದ ಬಗ್ಗೆ ಸಿಬ್ಬಂದಿಗೆ ಮಾಹಿತಿ ನೀಡಿದರು. ಗ್ರಾಮಸ್ಥರಿಗೆ ಶುದ್ಧ ಕುಡಿಯುವ ನೀರು ಪೂರೈಸುವಲ್ಲಿ ನಿರ್ಲಕ್ಷ್ಯ ವಹಿಸಬಾರದು. ಬೇಸಿಗೆ ಸಮಯದಲ್ಲಿ ನೀರಿನ ಸಮಸ್ಯೆ ಎದುರಾಗದಂತೆ ಕ್ರಮ ಕೈಗೊಳ್ಳಬೇಕು ಎಂದು ಸೂಚಿಸಿದರು. ನರೇಗಾ ಯೋಜನೆಯಡಿ ಕೆಲಸ ಮಾಡುತ್ತಿರುವ ಕೂಲಿಕಾರರೊಂದಿಗೆ ಸಂವಾದ ನಡೆಸಿದರು. ಕೆಲಸದ ಸ್ಥಳದಲ್ಲಿ ನೆರಳು, ಕುಡಿಯುವ ನೀರು ಹಾಗೂ ಪ್ರಥಮ ಚಿಕಿತ್ಸೆ ಸೌಲಭ್ಯ ಕಲ್ಪಿಸುವಂತೆ ಅಧಿಕಾರಿಗಳಿಗೆ ನಿರ್ದೇಶನ ನೀಡಿದರು. ದಿನಕ್ಕೆ 370 ರೂ. ಕೂಲಿ ಪಾವತಿಸಲಾಗುತ್ತಿದೆ. ಸಮುದಾಯದ ಜನರು ಯೋಜನೆಯ ಸದುಪಯೋಗ ಪಡೆದುಕೊಳ್ಳಬೇಕು ಎಂದರು. ತಾಲೂಕು ಪಂಚಾಯಿತಿ ಇಒ, ಪಿಡಿಒ ಹಾಗೂ ಸಿಬ್ಬಂದಿ ಇದ್ದರು.: [207, 518, 507, 591]
- story5-body-cont: ಹಗರಿಬೊಮ್ಮನಹಳ್ಳಿ: ಕ್ಷೇತ್ರದ 17 ಕೆರೆ ನೀರು ತುಂಬಿಸುವ ನಿರಂತರವಾಗಿ ಪ್ರಯತ್ನಿಸುತ್ತಿದ್ದೇನೆ ಹೀಗಾಗಿ 17 ಕೆರೆ ತುಂಬಿಸುವ ಯೋಜನೆಯ 630 ಕೋಟಿ ಡಿಪಿಆರ್ ಸಿದ್ಧಪಡಿಸಿ ರಾಜ್ಯ ಸರ್ಕಾರ 315 ಕೋಟಿ ಹಣ ನೀಡಿದರೆ ಕೇಂದ್ರ ಸರ್ಕಾರದಿಂದ ಉಳಿದ ಹಣ ಬಿಡುಗಡೆ ಮಾಡಿಸಲಾಗುವುದು ಎಂದು ಶಾಸಕ ಕೆ.ನೇಮಿರಾಜ್ ನಾಯ್ಕ್ ತಿಳಿಸಿದರು. ಹಲಗಾಪುರ ಗ್ರಾಮ ವ್ಯಾಪ್ತಿಯ ನರೇಗಾ ಕಾಮಗಾರಿ ಸ್ಥಳಕ್ಕೆ ಭೇಟಿ ನೀಡಿ ಕಾರ್ಮಿಕರೊಂದಿಗೆ ಮಾತನಾಡಿದರು. ಕೂಲಿ ಕಾರ್ಮಿಕರು ಬಿಸಿಲಿನಲ್ಲಿ ಕೆಲಸ ಮಾಡುವುದರಿಂದ ಆರೋಗ್ಯದ ಕಡೆ ಹೆಚ್ಚಿನ ಗಮನ ನೀಡಬೇಕು. ಕೆಲಸದ ಸ್ಥಳದಲ್ಲಿ ಎಲ್ಲಾ ಸೌಲಭ್ಯಗಳನ್ನು ಒದಗಿಸಲು ಅಧಿಕಾರಿಗಳಿಗೆ ಸೂಚಿಸಲಾಗಿದೆ ಎಂದರು. ಕೂಲಿ ಕಾರ್ಮಿಕರ ದಿನದ ಕೂಲಿ 370 ರೂಪಾಯಿಗೆ ಹೆಚ್ಚಿಸಲಾಗಿದೆ. ತಾಪಂ ಇಒ, ಪಿಡಿಒ, ಗ್ರಾಪಂ ಅಧ್ಯಕ್ಷರು ಹಾಗೂ ಸದಸ್ಯರು, ತಾಂತ್ರಿಕ ಸಹಾಯಕರು, ಕಾಯಕ ಬಂಧುಗಳು ಇದ್ದರು.: [704, 702, 926, 784]
- logo-emblem-icon: [34, 31, 58, 55]
- story2-body-cont: ಹಗರಿಬೊಮ್ಮನಹಳ್ಳಿ: ತಾಲೂಕಿನ ಮಾಲವಿ ಗ್ರಾಮದಲ್ಲಿ ಭಾನುವಾರ ರಾತ್ರಿ ಬೀಸಿದ ಗಾಳಿ ಮತ್ತು ಮಳೆಗೆ 12 ಎಕರೆಗೂ ಹೆಚ್ಚು ಕಟಾವಿಗೆ ಬಂದ ಭತ್ತ ನೆಲಕ್ಕುರುಳಿದೆ. ಮಾಲವಿ ಗ್ರಾಮದ ರೈತರು ಬೆಳೆದ ಭತ್ತದ ಬೆಳೆ ಸಂಪೂರ್ಣ ಹಾನಿಗೀಡಾಗಿದ್ದು ರೈತರು ಕಂಗಾಲಾಗಿದ್ದಾರೆ. ಕೃಷಿ ಇಲಾಖೆ ಅಧಿಕಾರಿಗಳು ಸ್ಥಳಕ್ಕೆ ಭೇಟಿ ನೀಡಿ ಹಾನಿಯ ಸಮೀಕ್ಷೆ ನಡೆಸಿ ಸೂಕ್ತ ಪರಿಹಾರ ನೀಡಬೇಕು ಎಂದು ರೈತ ಸಂಘದ ಮುಖಂಡರು ಒತ್ತಾಯಿಸಿದ್ದಾರೆ. ಬೆಳೆ ಸಾಲ ಮಾಡಿ ಬೆಳೆದ ಭತ್ತ ಕೈಗೆ ಬರುವ ಸಮಯದಲ್ಲಿ ನಷ್ಟವಾಗಿದೆ ಎಂದು ರೈತರು ಅಳಲು ತೋಡಿಕೊಂಡರು. ಸರ್ಕಾರ ಪ್ರತಿ ಎಕರೆಗೆ ಪರಿಹಾರ ಘೋಷಿಸಬೇಕು ಎಂದು ಆಗ್ರಹಿಸಿದ್ದಾರೆ.: [713, 250, 925, 314]
- photo-rojgar-diwas: [22, 776, 192, 840]
- masthead: [0, 0, 945, 88]
- brand-name: ಹೊಸ ದಿಗಂತ: [64, 28, 154, 50]
- photo-janakrosha-rally: [196, 1184, 454, 1302]
- story4-body: ಬಳ್ಳಾರಿ: ನಗರದ ಸತ್ಯನಾರಾಯಣ ಪೇಟೆಯ ಶ್ರೀರಾಘವೇಂದ್ರಸ್ವಾಮಿ ಮಠದಲ್ಲಿ ಮೇ 5ರಂದು ಸಹಸ್ರ ಕಂಠ ಗುರುರಾಯರ ಅಷ್ಟೋತ್ತರ ಪಾರಾಯಣ ಕಾರ್ಯಕ್ರಮ ಆಯೋಜಿಸಲಾಗಿದೆ. ಬೆಳಿಗ್ಗೆ ಪೂಜೆ, ಪಂಚಾಮೃತ ಅಭಿಷೇಕ, ಪಾರಾಯಣ ನಡೆಯಲಿದ್ದು ಭಕ್ತರು ಪಾಲ್ಗೊಳ್ಳಬೇಕು ಎಂದು ಮಠದ ವ್ಯವಸ್ಥಾಪಕರು ತಿಳಿಸಿದರು. ಶ್ರೀರಾಘವೇಂದ್ರಸ್ವಾಮಿ ಮಠದ ಕಾರ್ಯಕ್ರಮದ ಪೂರ್ವಭಾವಿ ಸಭೆಯಲ್ಲಿ ಪದಾಧಿಕಾರಿಗಳು ಭಾಗವಹಿಸಿ ಸಿದ್ಧತೆಗಳ ಬಗ್ಗೆ ಚರ್ಚಿಸಿದರು. ಹರಿದಾಸರ ಕೀರ್ತನೆ, ಭಜನೆ ಹಾಗೂ ತೀರ್ಥ ಪ್ರಸಾದ ವಿತರಣೆ ನಡೆಯಲಿದೆ. ಮಹಿಳೆಯರು, ಮಕ್ಕಳು ಸೇರಿದಂತೆ: [514, 396, 588, 560]
- photo-seized-fuel: [364, 830, 510, 938]
